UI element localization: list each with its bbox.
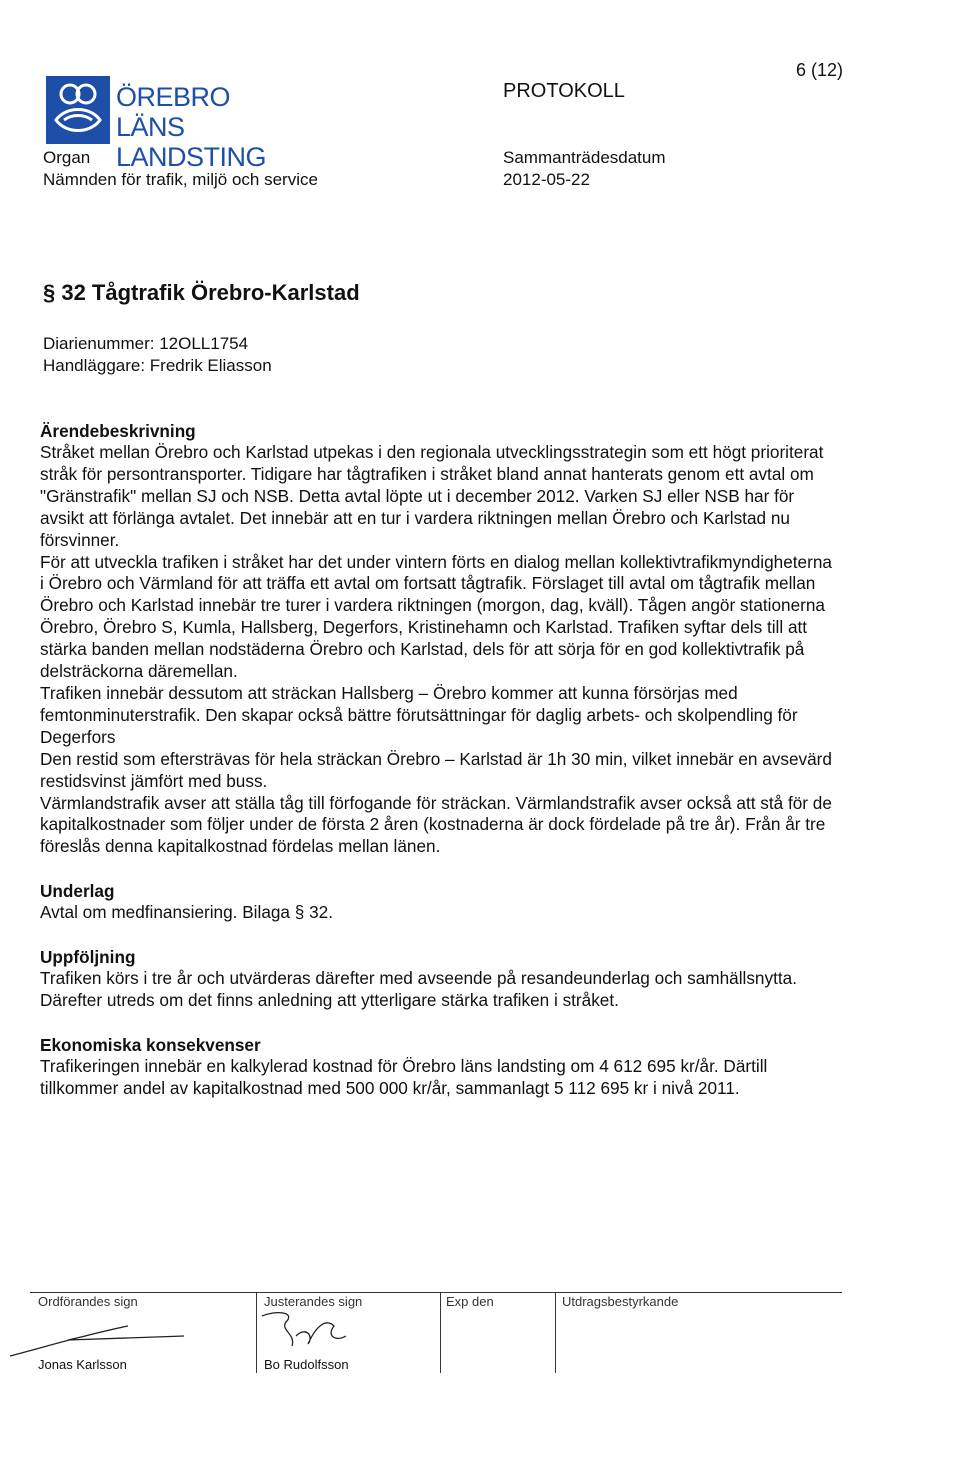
paragraph: Avtal om medfinansiering. Bilaga § 32. [40, 902, 333, 923]
handlaggare: Handläggare: Fredrik Eliasson [43, 356, 272, 375]
ordforande-signature-icon [8, 1316, 188, 1360]
section-heading-ekonomiska-konsekvenser: Ekonomiska konsekvenser [40, 1034, 261, 1055]
page-title: § 32 Tågtrafik Örebro-Karlstad [43, 280, 360, 305]
justerandes-name: Bo Rudolfsson [264, 1357, 349, 1372]
paragraph: Stråket mellan Örebro och Karlstad utpekas i den regionala utvecklingsstrategin som ett högt prioriterat stråk för persontransporter. Tidigare har tågtrafiken i stråket bland annat hanterats genom ett avtal om "Gränstrafik" mellan SJ och NSB. Detta avtal löpte ut i december 2012. Varken SJ eller NSB har för avsikt att förlänga avtalet. Det innebär att en tur i vardera riktningen mellan Örebro och Karlstad nu försvinner. [40, 442, 824, 550]
signature-divider [440, 1293, 441, 1373]
justerandes-sign-label: Justerandes sign [264, 1294, 363, 1309]
ordforande-sign-label: Ordförandes sign [38, 1294, 138, 1309]
paragraph: Trafiken körs i tre år och utvärderas därefter med avseende på resandeunderlag och samhällsnytta. Därefter utreds om det finns anledning att ytterligare stärka trafiken i stråket. [40, 968, 797, 1011]
paragraph: Trafiken innebär dessutom att sträckan Hallsberg – Örebro kommer att kunna försörjas med femtonminuterstrafik. Den skapar också bättre förutsättningar för daglig arbets- och skolpendling för Degerfors [40, 682, 798, 747]
main-content [40, 420, 840, 1100]
signature-top-rule [30, 1292, 842, 1293]
meeting-date-value: 2012-05-22 [503, 170, 590, 189]
page-number: 6 (12) [796, 60, 844, 80]
justerandes-signature-icon [256, 1306, 356, 1356]
landsting-logo-icon [46, 76, 110, 144]
logo-text-line1: ÖREBRO LÄNS [116, 82, 231, 142]
section-heading-underlag: Underlag [40, 881, 115, 902]
paragraph: Värmlandstrafik avser att ställa tåg till förfogande för sträckan. Värmlandstrafik avser också att stå för de kapitalkostnader som följer under de första 2 åren (kostnaderna är dock fördelade på tre år). Från år tre föreslås denna kapitalkostnad fördelas mellan länen. [40, 792, 832, 857]
utdragsbestyrkande-label: Utdragsbestyrkande [562, 1294, 679, 1309]
organ-label: Organ [43, 148, 91, 167]
document-type: PROTOKOLL [503, 80, 625, 102]
paragraph: Trafikeringen innebär en kalkylerad kostnad för Örebro läns landsting om 4 612 695 kr/år. Därtill tillkommer andel av kapitalkostnad med 500 000 kr/år, sammanlagt 5 112 695 kr i nivå 2011. [40, 1055, 768, 1098]
diarienummer: Diarienummer: 12OLL1754 [43, 334, 249, 353]
section-heading-uppfoljning: Uppföljning [40, 947, 136, 968]
exp-den-label: Exp den [446, 1294, 494, 1309]
signature-divider [555, 1293, 556, 1373]
paragraph: Den restid som eftersträvas för hela sträckan Örebro – Karlstad är 1h 30 min, vilket innebär en avsevärd restidsvinst jämfört med buss. [40, 748, 832, 791]
organ-value: Nämnden för trafik, miljö och service [43, 170, 318, 189]
meeting-date-label: Sammanträdesdatum [503, 148, 666, 167]
ordforande-name: Jonas Karlsson [38, 1357, 127, 1372]
paragraph: För att utveckla trafiken i stråket har det under vintern förts en dialog mellan kollektivtrafikmyndigheterna i Örebro och Värmland för att träffa ett avtal om fortsatt tågtrafik. Förslaget till avtal om tågtrafik mellan Örebro och Karlstad innebär tre turer i vardera riktningen (morgon, dag, kväll). Tågen angör stationerna Örebro, Örebro S, Kumla, Hallsberg, Degerfors, Kristinehamn och Karlstad. Trafiken syftar dels till att stärka banden mellan nodstäderna Örebro och Karlstad, dels för att sörja för en god kollektivtrafik på delsträckorna däremellan. [40, 551, 832, 682]
section-heading-arendebeskrivning: Ärendebeskrivning [40, 421, 196, 441]
logo-text-line2: LANDSTING [116, 142, 267, 172]
